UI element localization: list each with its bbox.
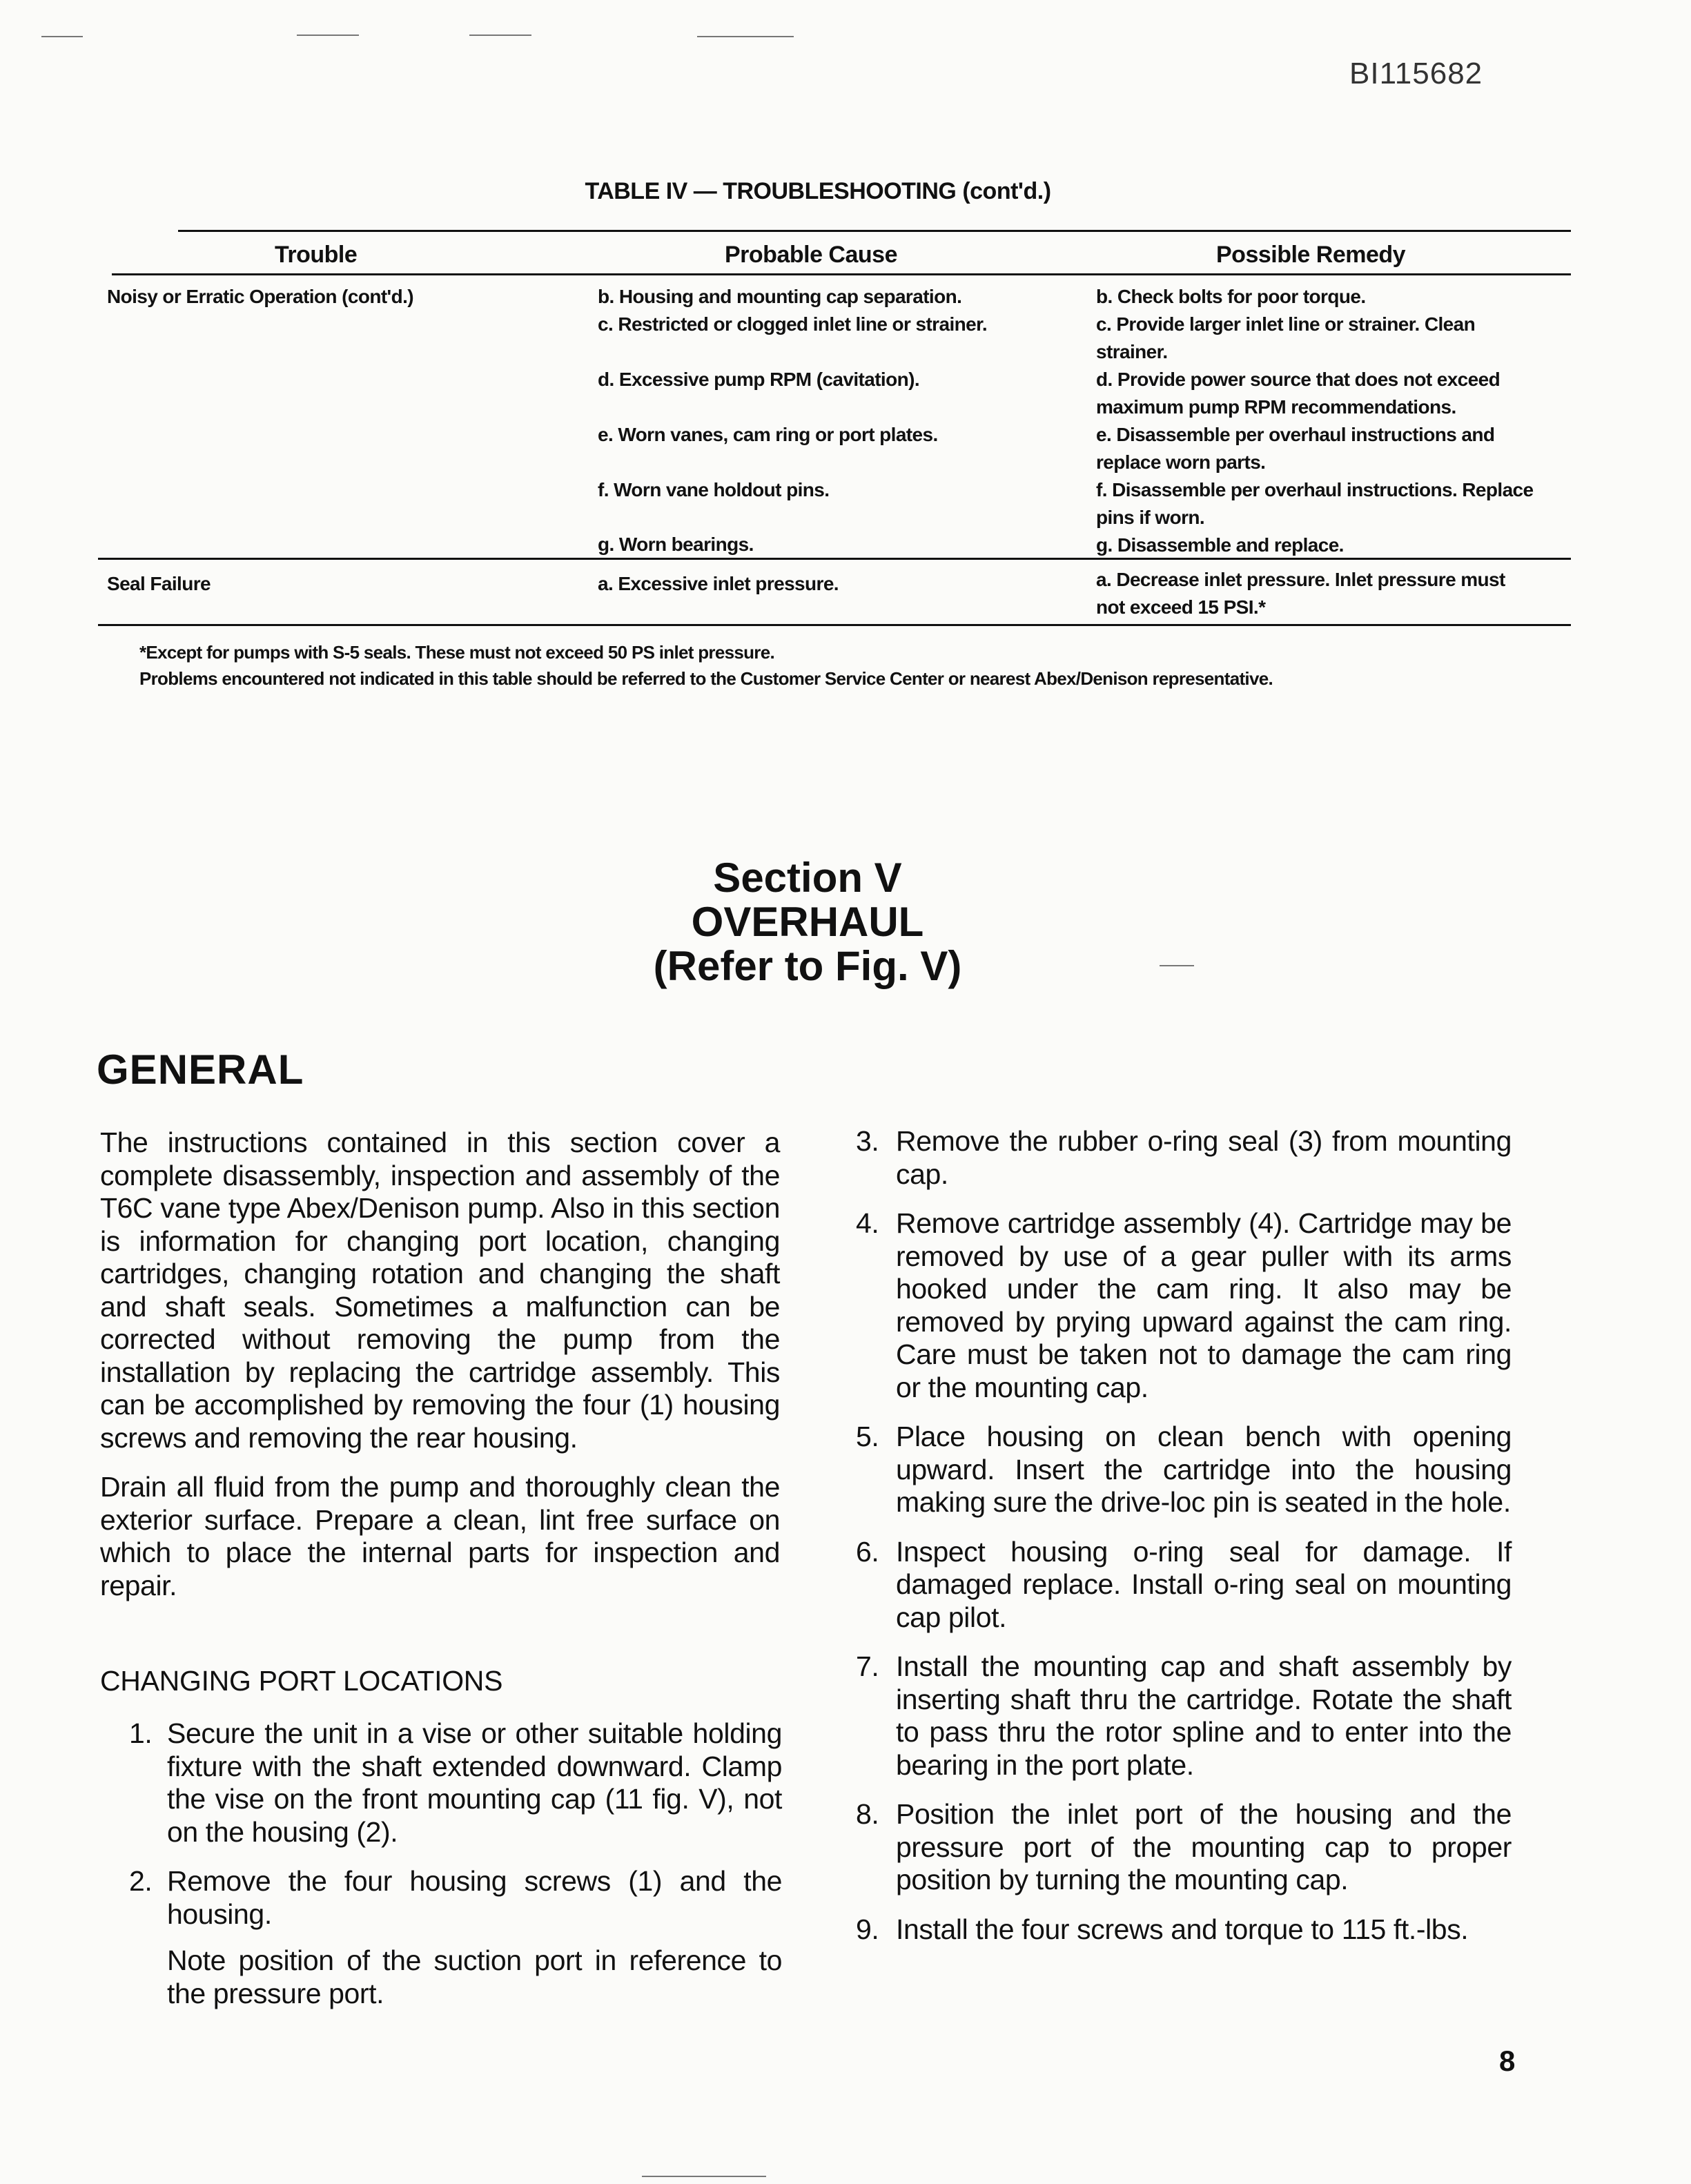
remedy-item: d. Provide power source that does not exceed maximum pump RPM recommendations. <box>1096 369 1501 418</box>
step-number: 2. <box>129 1865 153 1897</box>
step-text: Secure the unit in a vise or other suitable holding fixture with the shaft extended downward. Clamp the vise on the front mounting cap (11 fig. V), not on the housing (2). <box>167 1717 782 1848</box>
step-text: Install the four screws and torque to 115 ft.-lbs. <box>896 1913 1469 1945</box>
cause-item: a. Excessive inlet pressure. <box>598 573 839 594</box>
step-item <box>100 1717 782 1849</box>
scan-artifact <box>297 35 359 36</box>
remedy-item: c. Provide larger inlet line or strainer. Clean strainer. <box>1096 313 1476 362</box>
step-number: 7. <box>856 1650 879 1682</box>
table-title: TABLE IV — TROUBLESHOOTING (cont'd.) <box>585 178 1051 204</box>
remedy-cell <box>1096 283 1538 559</box>
section-title: OVERHAUL <box>691 899 924 945</box>
remedy-item: g. Disassemble and replace. <box>1096 534 1344 556</box>
table-bottom-rule <box>98 624 1571 626</box>
step-text: Position the inlet port of the housing and the pressure port of the mounting cap to proper position by turning the mounting cap. <box>896 1798 1512 1895</box>
step-number: 6. <box>856 1535 879 1568</box>
header-rule <box>112 273 1571 275</box>
step-number: 4. <box>856 1207 879 1239</box>
step-text: Remove the rubber o-ring seal (3) from mounting cap. <box>896 1125 1512 1190</box>
section-reference: (Refer to Fig. V) <box>653 943 962 989</box>
remedy-cell <box>1096 566 1538 621</box>
cause-item: c. Restricted or clogged inlet line or strainer. <box>598 313 988 335</box>
trouble-cell: Seal Failure <box>107 573 211 594</box>
step-number: 5. <box>856 1421 879 1452</box>
step-number: 1. <box>129 1717 153 1749</box>
cause-cell <box>598 283 1039 558</box>
scan-artifact <box>697 36 794 37</box>
general-paragraph: Drain all fluid from the pump and thoroughly clean the exterior surface. Prepare a clean, lint free surface on which to place the internal parts for inspection and repair. <box>100 1471 780 1601</box>
step-item <box>856 1798 1512 1897</box>
step-item <box>100 1865 782 1931</box>
remedy-item: b. Check bolts for poor torque. <box>1096 286 1366 307</box>
steps-right <box>856 1125 1512 1962</box>
step-number: 9. <box>856 1913 879 1945</box>
cause-cell <box>598 570 1039 598</box>
table-top-rule <box>178 230 1571 232</box>
step-number: 8. <box>856 1798 879 1830</box>
cause-item: b. Housing and mounting cap separation. <box>598 286 962 307</box>
step-text: Remove the four housing screws (1) and the housing. <box>167 1865 782 1930</box>
general-paragraph: The instructions contained in this section cover a complete disassembly, inspection and assembly of the T6C vane type Abex/Denison pump. Also in this section is information for changing port location, changing cartridges, changing rotation and changing the shaft and shaft seals. Sometimes a malfunction can be corrected without removing the pump from the installation by replacing the cartridge assembly. This can be accomplished by removing the four (1) housing screws and removing the rear housing. <box>100 1127 780 1454</box>
cause-item: e. Worn vanes, cam ring or port plates. <box>598 424 938 445</box>
step-item <box>856 1421 1512 1519</box>
step-item <box>856 1913 1512 1947</box>
step-text: Inspect housing o-ring seal for damage. If damaged replace. Install o-ring seal on mounting cap pilot. <box>896 1535 1512 1633</box>
step-number: 3. <box>856 1125 879 1157</box>
header-possible-remedy: Possible Remedy <box>1216 242 1406 268</box>
step-text: Remove cartridge assembly (4). Cartridge may be removed by use of a gear puller with its arms hooked under the cam ring. It also may be removed by prying upward against the cam ring. Care must be taken not to damage the cam ring or the mounting cap. <box>896 1207 1512 1403</box>
step-item <box>856 1536 1512 1635</box>
scan-artifact <box>642 2176 766 2177</box>
cause-item: f. Worn vane holdout pins. <box>598 479 830 500</box>
cause-item: g. Worn bearings. <box>598 534 754 555</box>
table-footnote: *Except for pumps with S-5 seals. These must not exceed 50 PS inlet pressure. <box>139 642 774 663</box>
step-item <box>856 1650 1512 1782</box>
remedy-item: a. Decrease inlet pressure. Inlet pressure must not exceed 15 PSI.* <box>1096 569 1505 618</box>
step-item <box>856 1207 1512 1404</box>
section-number: Section V <box>713 855 902 901</box>
step-text: Install the mounting cap and shaft assembly by inserting shaft thru the cartridge. Rotate the shaft to pass thru the rotor spline and to enter into the bearing in the port plate. <box>896 1650 1512 1781</box>
step-text: Place housing on clean bench with opening upward. Insert the cartridge into the housing making sure the drive-loc pin is seated in the hole. <box>896 1421 1512 1518</box>
header-probable-cause: Probable Cause <box>725 242 897 268</box>
remedy-item: f. Disassemble per overhaul instructions. Replace pins if worn. <box>1096 479 1534 528</box>
general-heading: GENERAL <box>97 1046 304 1093</box>
table-note: Problems encountered not indicated in this table should be referred to the Customer Service Center or nearest Abex/Denison representative. <box>139 668 1273 689</box>
scan-artifact <box>469 35 531 36</box>
steps-left <box>100 1717 782 2027</box>
general-text <box>100 1127 780 1619</box>
document-id: BI115682 <box>1349 57 1483 90</box>
row-rule <box>98 558 1571 560</box>
cause-item: d. Excessive pump RPM (cavitation). <box>598 369 920 390</box>
changing-port-heading: CHANGING PORT LOCATIONS <box>100 1665 503 1697</box>
step-note: Note position of the suction port in reference to the pressure port. <box>167 1944 782 2009</box>
scan-artifact <box>41 36 83 37</box>
remedy-item: e. Disassemble per overhaul instructions and replace worn parts. <box>1096 424 1495 473</box>
step-item <box>856 1125 1512 1191</box>
trouble-cell: Noisy or Erratic Operation (cont'd.) <box>107 286 414 307</box>
header-trouble: Trouble <box>275 242 358 268</box>
page-number: 8 <box>1499 2045 1516 2077</box>
